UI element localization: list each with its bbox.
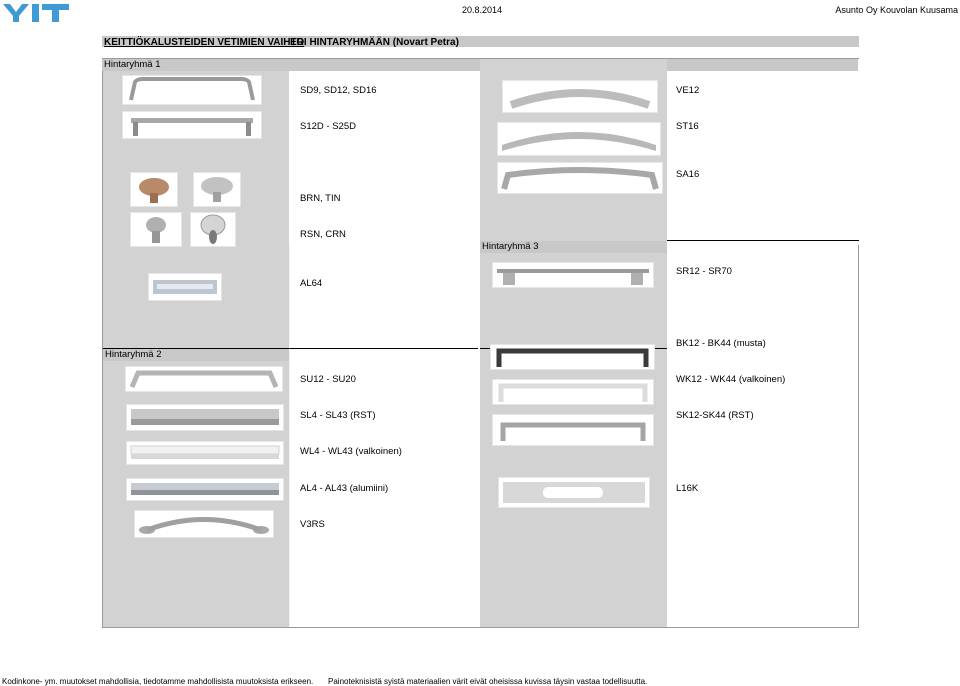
label-sl: SL4 - SL43 (RST) (300, 410, 376, 421)
label-brn-tin: BRN, TIN (300, 193, 341, 204)
label-v3rs: V3RS (300, 519, 325, 530)
product-image-s12d (122, 111, 262, 139)
tin-knob-icon (194, 173, 240, 206)
profile-handle-icon (149, 274, 221, 300)
cutout-handle-icon (499, 478, 649, 507)
footer-note-right: Painoteknisistä syistä materiaalien värit eivät oheisissa kuvissa täysin vastaa todellisuutta. (328, 677, 648, 686)
product-image-sl (126, 404, 284, 431)
rail-handle-icon (493, 263, 653, 287)
product-image-v3rs (134, 510, 274, 538)
separator (858, 59, 859, 245)
product-image-wl (126, 441, 284, 465)
label-al4: AL4 - AL43 (alumiini) (300, 483, 389, 494)
header-company: Asunto Oy Kouvolan Kuusama (835, 5, 958, 15)
group-3-header (480, 241, 667, 253)
steel-handle-icon (493, 415, 653, 445)
label-ve12: VE12 (676, 85, 700, 96)
header-date: 20.8.2014 (462, 5, 503, 15)
group-3-label: Hintaryhmä 3 (482, 241, 539, 252)
product-image-al4 (126, 478, 284, 501)
arched-bar-icon (498, 163, 662, 193)
product-image-wk (492, 379, 654, 405)
label-sk: SK12-SK44 (RST) (676, 410, 754, 421)
label-sd: SD9, SD12, SD16 (300, 85, 377, 96)
yit-logo-icon (2, 3, 70, 23)
product-image-ve12 (502, 80, 658, 113)
label-st16: ST16 (676, 121, 699, 132)
label-al64: AL64 (300, 278, 323, 289)
label-s12d: S12D - S25D (300, 121, 356, 132)
label-rsn-crn: RSN, CRN (300, 229, 346, 240)
yit-logo (2, 3, 70, 23)
product-image-rsn (130, 212, 182, 247)
product-image-al64 (148, 273, 222, 301)
curved-bar-icon (503, 81, 657, 112)
group-2-header (103, 349, 289, 361)
product-image-st16 (497, 122, 661, 156)
separator (289, 245, 290, 627)
round-knob-icon (131, 213, 181, 246)
curved-strip-icon (498, 123, 660, 155)
product-image-su (125, 366, 283, 392)
bronze-knob-icon (131, 173, 177, 206)
profile-rail-icon (127, 405, 283, 430)
footer-note-left: Kodinkone- ym. muutokset mahdollisia, tiedotamme mahdollisista muutoksista erikseen. (2, 677, 314, 686)
product-image-bk (490, 344, 655, 370)
label-sa16: SA16 (676, 169, 700, 180)
product-image-sa16 (497, 162, 663, 194)
product-image-brn (130, 172, 178, 207)
label-l16k: L16K (676, 483, 699, 494)
product-image-tin (193, 172, 241, 207)
label-su: SU12 - SU20 (300, 374, 356, 385)
bar-handle-icon (123, 112, 261, 138)
label-sr: SR12 - SR70 (676, 266, 732, 277)
product-image-sk (492, 414, 654, 446)
product-image-l16k (498, 477, 650, 508)
product-image-sd (122, 75, 262, 105)
flat-handle-icon (126, 367, 282, 391)
label-wk: WK12 - WK44 (valkoinen) (676, 374, 786, 385)
product-image-crn (190, 212, 236, 247)
page-subtitle: ERI HINTARYHMÄÄN (Novart Petra) (290, 37, 459, 48)
group-1-label: Hintaryhmä 1 (104, 59, 161, 70)
arched-handle-icon (135, 511, 273, 537)
chrome-knob-icon (191, 213, 235, 246)
bow-handle-icon (123, 76, 261, 104)
product-image-sr (492, 262, 654, 288)
profile-rail-white-icon (127, 442, 283, 464)
separator (667, 240, 859, 241)
white-handle-icon (493, 380, 653, 404)
label-wl: WL4 - WL43 (valkoinen) (300, 446, 402, 457)
group-2-label: Hintaryhmä 2 (105, 349, 162, 360)
black-handle-icon (491, 345, 654, 369)
label-bk: BK12 - BK44 (musta) (676, 338, 766, 349)
profile-rail-alu-icon (127, 479, 283, 500)
page-title: KEITTIÖKALUSTEIDEN VETIMIEN VAIHTO (104, 37, 305, 48)
